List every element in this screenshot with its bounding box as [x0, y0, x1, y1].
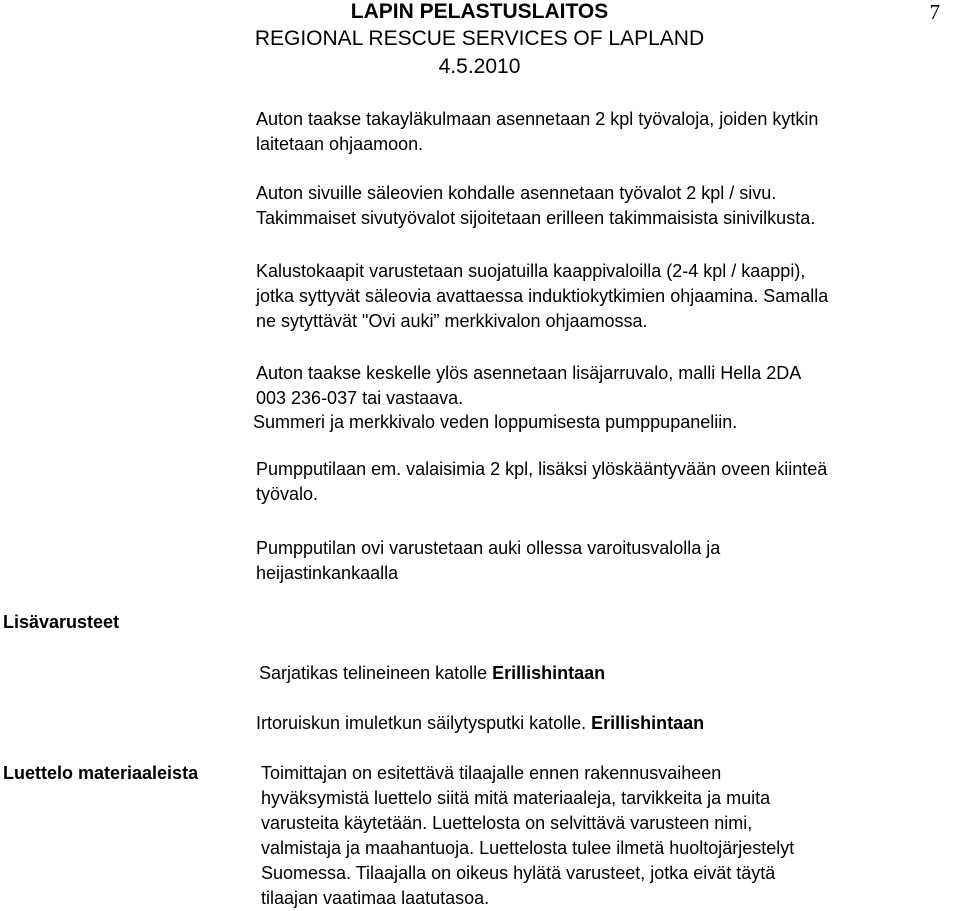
organization-name: LAPIN PELASTUSLAITOS: [350, 0, 609, 23]
paragraph-brake-light: Auton taakse keskelle ylös asennetaan lisäjarruvalo, malli Hella 2DA 003 236-037 tai vastaava.: [256, 363, 802, 408]
paragraph-cabinet-lights: Kalustokaapit varustetaan suojatuilla kaappivaloilla (2-4 kpl / kaappi), jotka syttyvät säleovia avattaessa induktiokytkimien ohjaamina. Samalla ne sytyttävät "Ovi auki” merkkivalon ohjaamossa.: [256, 261, 829, 331]
accessory-hose-tube-price: Erillishintaan: [591, 713, 705, 733]
paragraph-pump-room-door: Pumpputilan ovi varustetaan auki ollessa varoitusvalolla ja heijastinkankaalla: [256, 538, 721, 583]
document-date: 4.5.2010: [438, 55, 521, 78]
paragraph-rear-work-lights: Auton taakse takayläkulmaan asennetaan 2 kpl työvaloja, joiden kytkin laitetaan ohjaamoon.: [256, 109, 819, 154]
paragraph-pump-room-lights: Pumpputilaan em. valaisimia 2 kpl, lisäksi ylöskääntyvään oveen kiinteä työvalo.: [256, 459, 828, 504]
section-label-lisavarusteet: Lisävarusteet: [3, 612, 120, 632]
organization-name-english: REGIONAL RESCUE SERVICES OF LAPLAND: [254, 27, 705, 50]
paragraph-material-list: Toimittajan on esitettävä tilaajalle ennen rakennusvaiheen hyväksymistä luettelo siitä mitä materiaaleja, tarvikkeita ja muita varusteita käytetään. Luettelosta on selvittävä varusteen nimi, valmistaja ja maahantuoja. Luettelosta tulee ilmetä huoltojärjestelyt Suomessa. Tilaajalla on oikeus hylätä varusteet, jotka eivät täytä tilaajan vaatimaa laatutasoa.: [261, 763, 795, 908]
accessory-ladder-price: Erillishintaan: [492, 663, 606, 683]
accessory-ladder-text: Sarjatikas telineineen katolle: [259, 663, 493, 683]
accessory-hose-tube: [256, 686, 704, 736]
page-number: 7: [929, 0, 940, 24]
accessory-ladder: [259, 636, 605, 686]
section-label-luettelo-materiaaleista: Luettelo materiaaleista: [3, 763, 199, 783]
paragraph-buzzer: Summeri ja merkkivalo veden loppumisesta pumppupaneliin.: [253, 412, 738, 432]
paragraph-side-work-lights: Auton sivuille säleovien kohdalle asennetaan työvalot 2 kpl / sivu. Takimmaiset sivutyövalot sijoitetaan erilleen takimmaisista sinivilkusta.: [256, 183, 816, 228]
accessory-hose-tube-text: Irtoruiskun imuletkun säilytysputki katolle.: [256, 713, 592, 733]
